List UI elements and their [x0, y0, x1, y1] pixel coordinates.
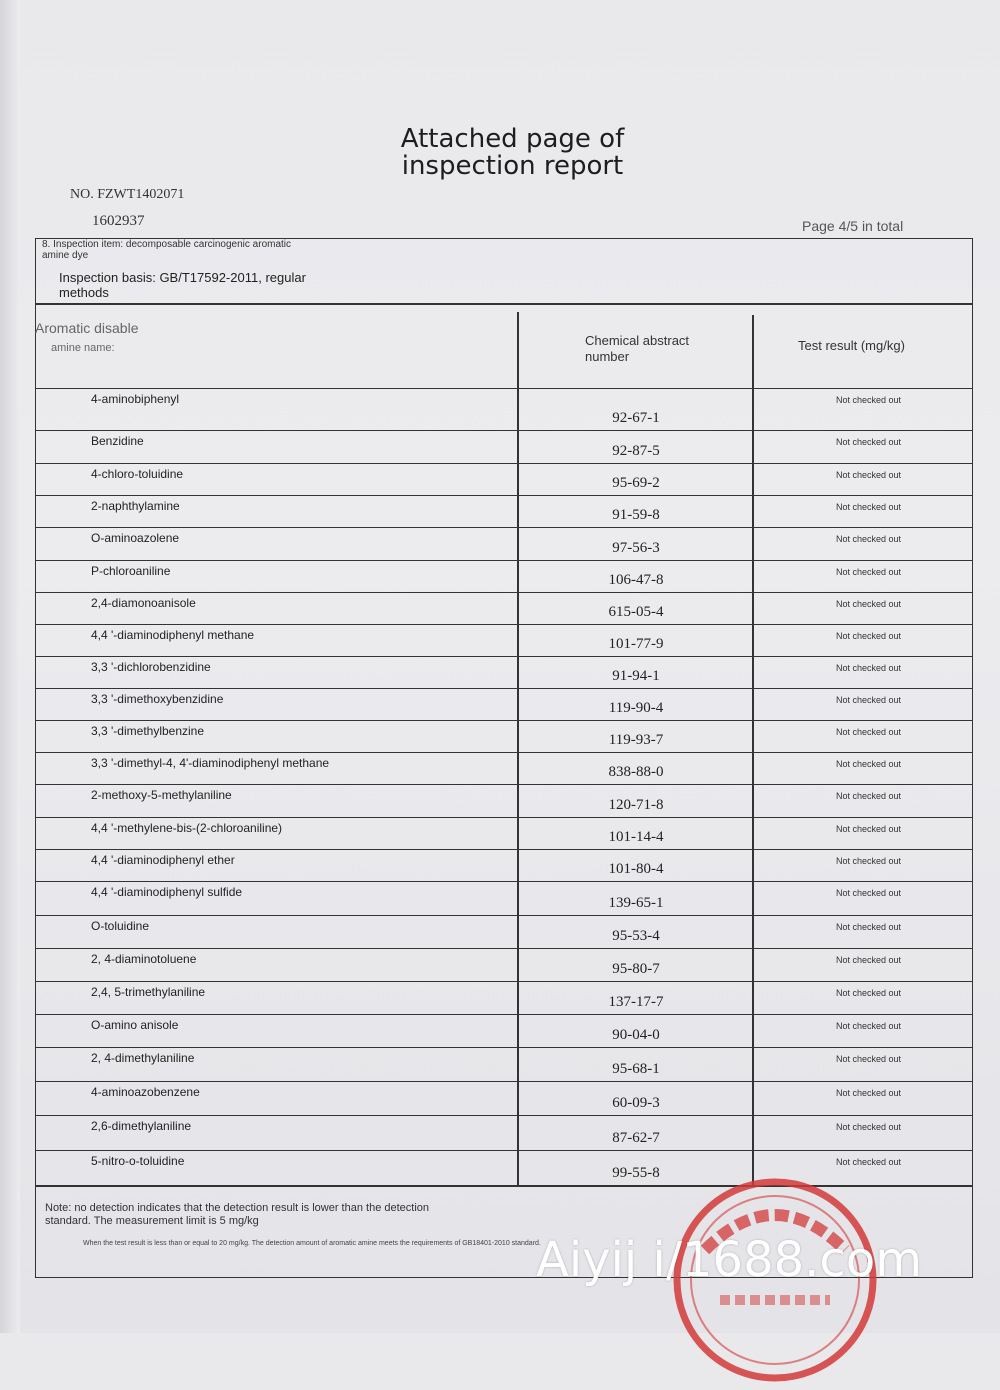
row-divider-2 — [752, 1082, 754, 1116]
table-row — [36, 752, 972, 785]
test-result: Not checked out — [836, 1054, 902, 1064]
row-divider-1 — [517, 625, 519, 657]
amine-name: 2,6-dimethylaniline — [91, 1119, 192, 1133]
table-row — [36, 495, 972, 528]
amine-name: 4-aminoazobenzene — [91, 1085, 200, 1099]
amine-name: 2,4-diamonoanisole — [91, 596, 196, 610]
cas-number: 95-69-2 — [612, 475, 660, 491]
watermark: Aiyij i/1688.com — [536, 1232, 922, 1288]
test-result: Not checked out — [836, 759, 902, 769]
inspection-item: 8. Inspection item: decomposable carcinogenic aromatic amine dye — [42, 239, 292, 261]
cas-number: 137-17-7 — [608, 994, 664, 1010]
amine-name: P-chloroaniline — [91, 564, 171, 578]
row-divider-1 — [517, 1082, 519, 1116]
row-divider-2 — [752, 1048, 754, 1082]
row-divider-1 — [517, 1116, 519, 1151]
cas-number: 101-14-4 — [608, 829, 664, 845]
table-row — [36, 656, 972, 689]
row-divider-2 — [752, 882, 754, 916]
table-row — [36, 624, 972, 657]
row-divider-2 — [752, 689, 754, 721]
cas-number: 119-90-4 — [608, 700, 664, 716]
table-row — [36, 784, 972, 818]
row-divider-2 — [752, 625, 754, 657]
row-divider-1 — [517, 431, 519, 464]
row-divider-2 — [752, 464, 754, 496]
amine-name: 4,4 '-methylene-bis-(2-chloroaniline) — [91, 821, 283, 835]
row-divider-2 — [752, 982, 754, 1015]
test-result: Not checked out — [836, 1021, 902, 1031]
row-divider-1 — [517, 528, 519, 561]
test-result: Not checked out — [836, 955, 902, 965]
page-edge — [0, 0, 20, 1333]
column-header-name: Aromatic disable — [35, 320, 139, 336]
row-divider-1 — [517, 1151, 519, 1186]
amine-name: 4-chloro-toluidine — [91, 467, 184, 481]
amine-name: 3,3 '-dimethoxybenzidine — [91, 692, 224, 706]
cas-number: 99-55-8 — [612, 1165, 660, 1181]
test-result: Not checked out — [836, 599, 902, 609]
amine-name: O-amino anisole — [91, 1018, 179, 1032]
amine-name: Benzidine — [91, 434, 144, 448]
amine-name: 2,4, 5-trimethylaniline — [91, 985, 206, 999]
col-divider-2 — [752, 315, 754, 395]
table-row — [36, 720, 972, 753]
row-divider-1 — [517, 496, 519, 528]
test-result: Not checked out — [836, 1088, 902, 1098]
row-divider-2 — [752, 593, 754, 625]
table-row — [36, 388, 972, 431]
amine-name: O-aminoazolene — [91, 531, 180, 545]
cas-number: 95-68-1 — [612, 1061, 660, 1077]
test-result: Not checked out — [836, 567, 902, 577]
report-number: NO. FZWT1402071 — [70, 187, 185, 202]
row-divider-1 — [517, 657, 519, 689]
amine-name: O-toluidine — [91, 919, 150, 933]
table-row — [36, 881, 972, 916]
page-info: Page 4/5 in total — [802, 218, 904, 234]
cas-number: 101-77-9 — [608, 636, 664, 652]
row-divider-1 — [517, 949, 519, 982]
amine-name: 2, 4-dimethylaniline — [91, 1051, 195, 1065]
cas-number: 91-59-8 — [612, 507, 660, 523]
row-divider-1 — [517, 850, 519, 882]
column-header-name-2: amine name: — [51, 342, 115, 354]
cas-number: 101-80-4 — [608, 861, 664, 877]
row-divider-1 — [517, 1048, 519, 1082]
row-divider-2 — [752, 496, 754, 528]
row-divider-2 — [752, 753, 754, 785]
cas-number: 106-47-8 — [608, 572, 664, 588]
row-divider-1 — [517, 982, 519, 1015]
row-divider-1 — [517, 721, 519, 753]
amine-name: 2-methoxy-5-methylaniline — [91, 788, 232, 802]
row-divider-1 — [517, 882, 519, 916]
row-divider-1 — [517, 561, 519, 593]
row-divider-2 — [752, 949, 754, 982]
test-result: Not checked out — [836, 395, 902, 405]
cas-number: 95-53-4 — [612, 928, 660, 944]
test-result: Not checked out — [836, 663, 902, 673]
amine-name: 2, 4-diaminotoluene — [91, 952, 197, 966]
amine-name: 4,4 '-diaminodiphenyl ether — [91, 853, 235, 867]
test-result: Not checked out — [836, 502, 902, 512]
row-divider-2 — [752, 389, 754, 431]
amine-name: 4,4 '-diaminodiphenyl methane — [91, 628, 255, 642]
table-row — [36, 560, 972, 593]
row-divider-1 — [517, 689, 519, 721]
table-row — [36, 688, 972, 721]
amine-name: 3,3 '-dichlorobenzidine — [91, 660, 211, 674]
row-divider-1 — [517, 753, 519, 785]
row-divider-2 — [752, 1015, 754, 1048]
row-divider-1 — [517, 818, 519, 850]
row-divider-1 — [517, 916, 519, 949]
test-result: Not checked out — [836, 1122, 902, 1132]
row-divider-2 — [752, 431, 754, 464]
amine-name: 3,3 '-dimethylbenzine — [91, 724, 205, 738]
row-divider-2 — [752, 818, 754, 850]
cas-number: 95-80-7 — [612, 961, 660, 977]
test-result: Not checked out — [836, 888, 902, 898]
cas-number: 90-04-0 — [612, 1027, 660, 1043]
row-divider-1 — [517, 1015, 519, 1048]
test-result: Not checked out — [836, 470, 902, 480]
table-row — [36, 849, 972, 882]
table-row — [36, 948, 972, 982]
note-text: Note: no detection indicates that the detection result is lower than the detection standard. The measurement limit is 5 mg/kg — [45, 1202, 430, 1227]
row-divider-1 — [517, 389, 519, 431]
amine-name: 4,4 '-diaminodiphenyl sulfide — [91, 885, 243, 899]
test-result: Not checked out — [836, 695, 902, 705]
row-divider-1 — [517, 785, 519, 818]
cas-number: 92-87-5 — [612, 443, 660, 459]
header-top-line — [36, 303, 972, 305]
page-title: Attached page of inspection report — [400, 124, 625, 181]
table-row — [36, 1081, 972, 1116]
row-divider-2 — [752, 561, 754, 593]
cas-number: 97-56-3 — [612, 540, 660, 556]
test-result: Not checked out — [836, 631, 902, 641]
table-row — [36, 430, 972, 464]
test-result: Not checked out — [836, 534, 902, 544]
row-divider-2 — [752, 721, 754, 753]
cas-number: 139-65-1 — [608, 895, 664, 911]
amine-name: 4-aminobiphenyl — [91, 392, 180, 406]
table-row — [36, 592, 972, 625]
row-divider-2 — [752, 657, 754, 689]
table-row — [36, 1014, 972, 1048]
table-row — [36, 463, 972, 496]
amine-name: 3,3 '-dimethyl-4, 4'-diaminodiphenyl methane — [91, 756, 330, 770]
test-result: Not checked out — [836, 437, 902, 447]
report-code: 1602937 — [92, 213, 145, 229]
test-result: Not checked out — [836, 1157, 902, 1167]
table-row — [36, 1115, 972, 1151]
table-row — [36, 1047, 972, 1082]
row-divider-1 — [517, 464, 519, 496]
test-result: Not checked out — [836, 727, 902, 737]
test-result: Not checked out — [836, 856, 902, 866]
table-row — [36, 981, 972, 1015]
cas-number: 120-71-8 — [608, 797, 664, 813]
column-header-result: Test result (mg/kg) — [798, 338, 905, 353]
col-divider-1 — [517, 312, 519, 392]
cas-number: 119-93-7 — [608, 732, 664, 748]
cas-number: 91-94-1 — [612, 668, 660, 684]
test-result: Not checked out — [836, 988, 902, 998]
cas-number: 838-88-0 — [608, 764, 664, 780]
cas-number: 615-05-4 — [608, 604, 664, 620]
test-result: Not checked out — [836, 922, 902, 932]
cas-number: 92-67-1 — [612, 410, 660, 426]
row-divider-2 — [752, 916, 754, 949]
row-divider-1 — [517, 593, 519, 625]
cas-number: 87-62-7 — [612, 1130, 660, 1146]
table-row — [36, 915, 972, 949]
column-header-cas: Chemical abstract number — [585, 333, 690, 364]
amine-name: 2-naphthylamine — [91, 499, 180, 513]
row-divider-2 — [752, 528, 754, 561]
test-result: Not checked out — [836, 824, 902, 834]
amine-name: 5-nitro-o-toluidine — [91, 1154, 185, 1168]
fine-print: When the test result is less than or equal to 20 mg/kg. The detection amount of aromatic amine meets the requirements of GB18401-2010 standard. — [83, 1240, 541, 1247]
cas-number: 60-09-3 — [612, 1095, 660, 1111]
inspection-basis: Inspection basis: GB/T17592-2011, regular methods — [59, 270, 306, 300]
table-row — [36, 817, 972, 850]
test-result: Not checked out — [836, 791, 902, 801]
row-divider-2 — [752, 785, 754, 818]
table-row — [36, 527, 972, 561]
row-divider-2 — [752, 1116, 754, 1151]
row-divider-2 — [752, 850, 754, 882]
